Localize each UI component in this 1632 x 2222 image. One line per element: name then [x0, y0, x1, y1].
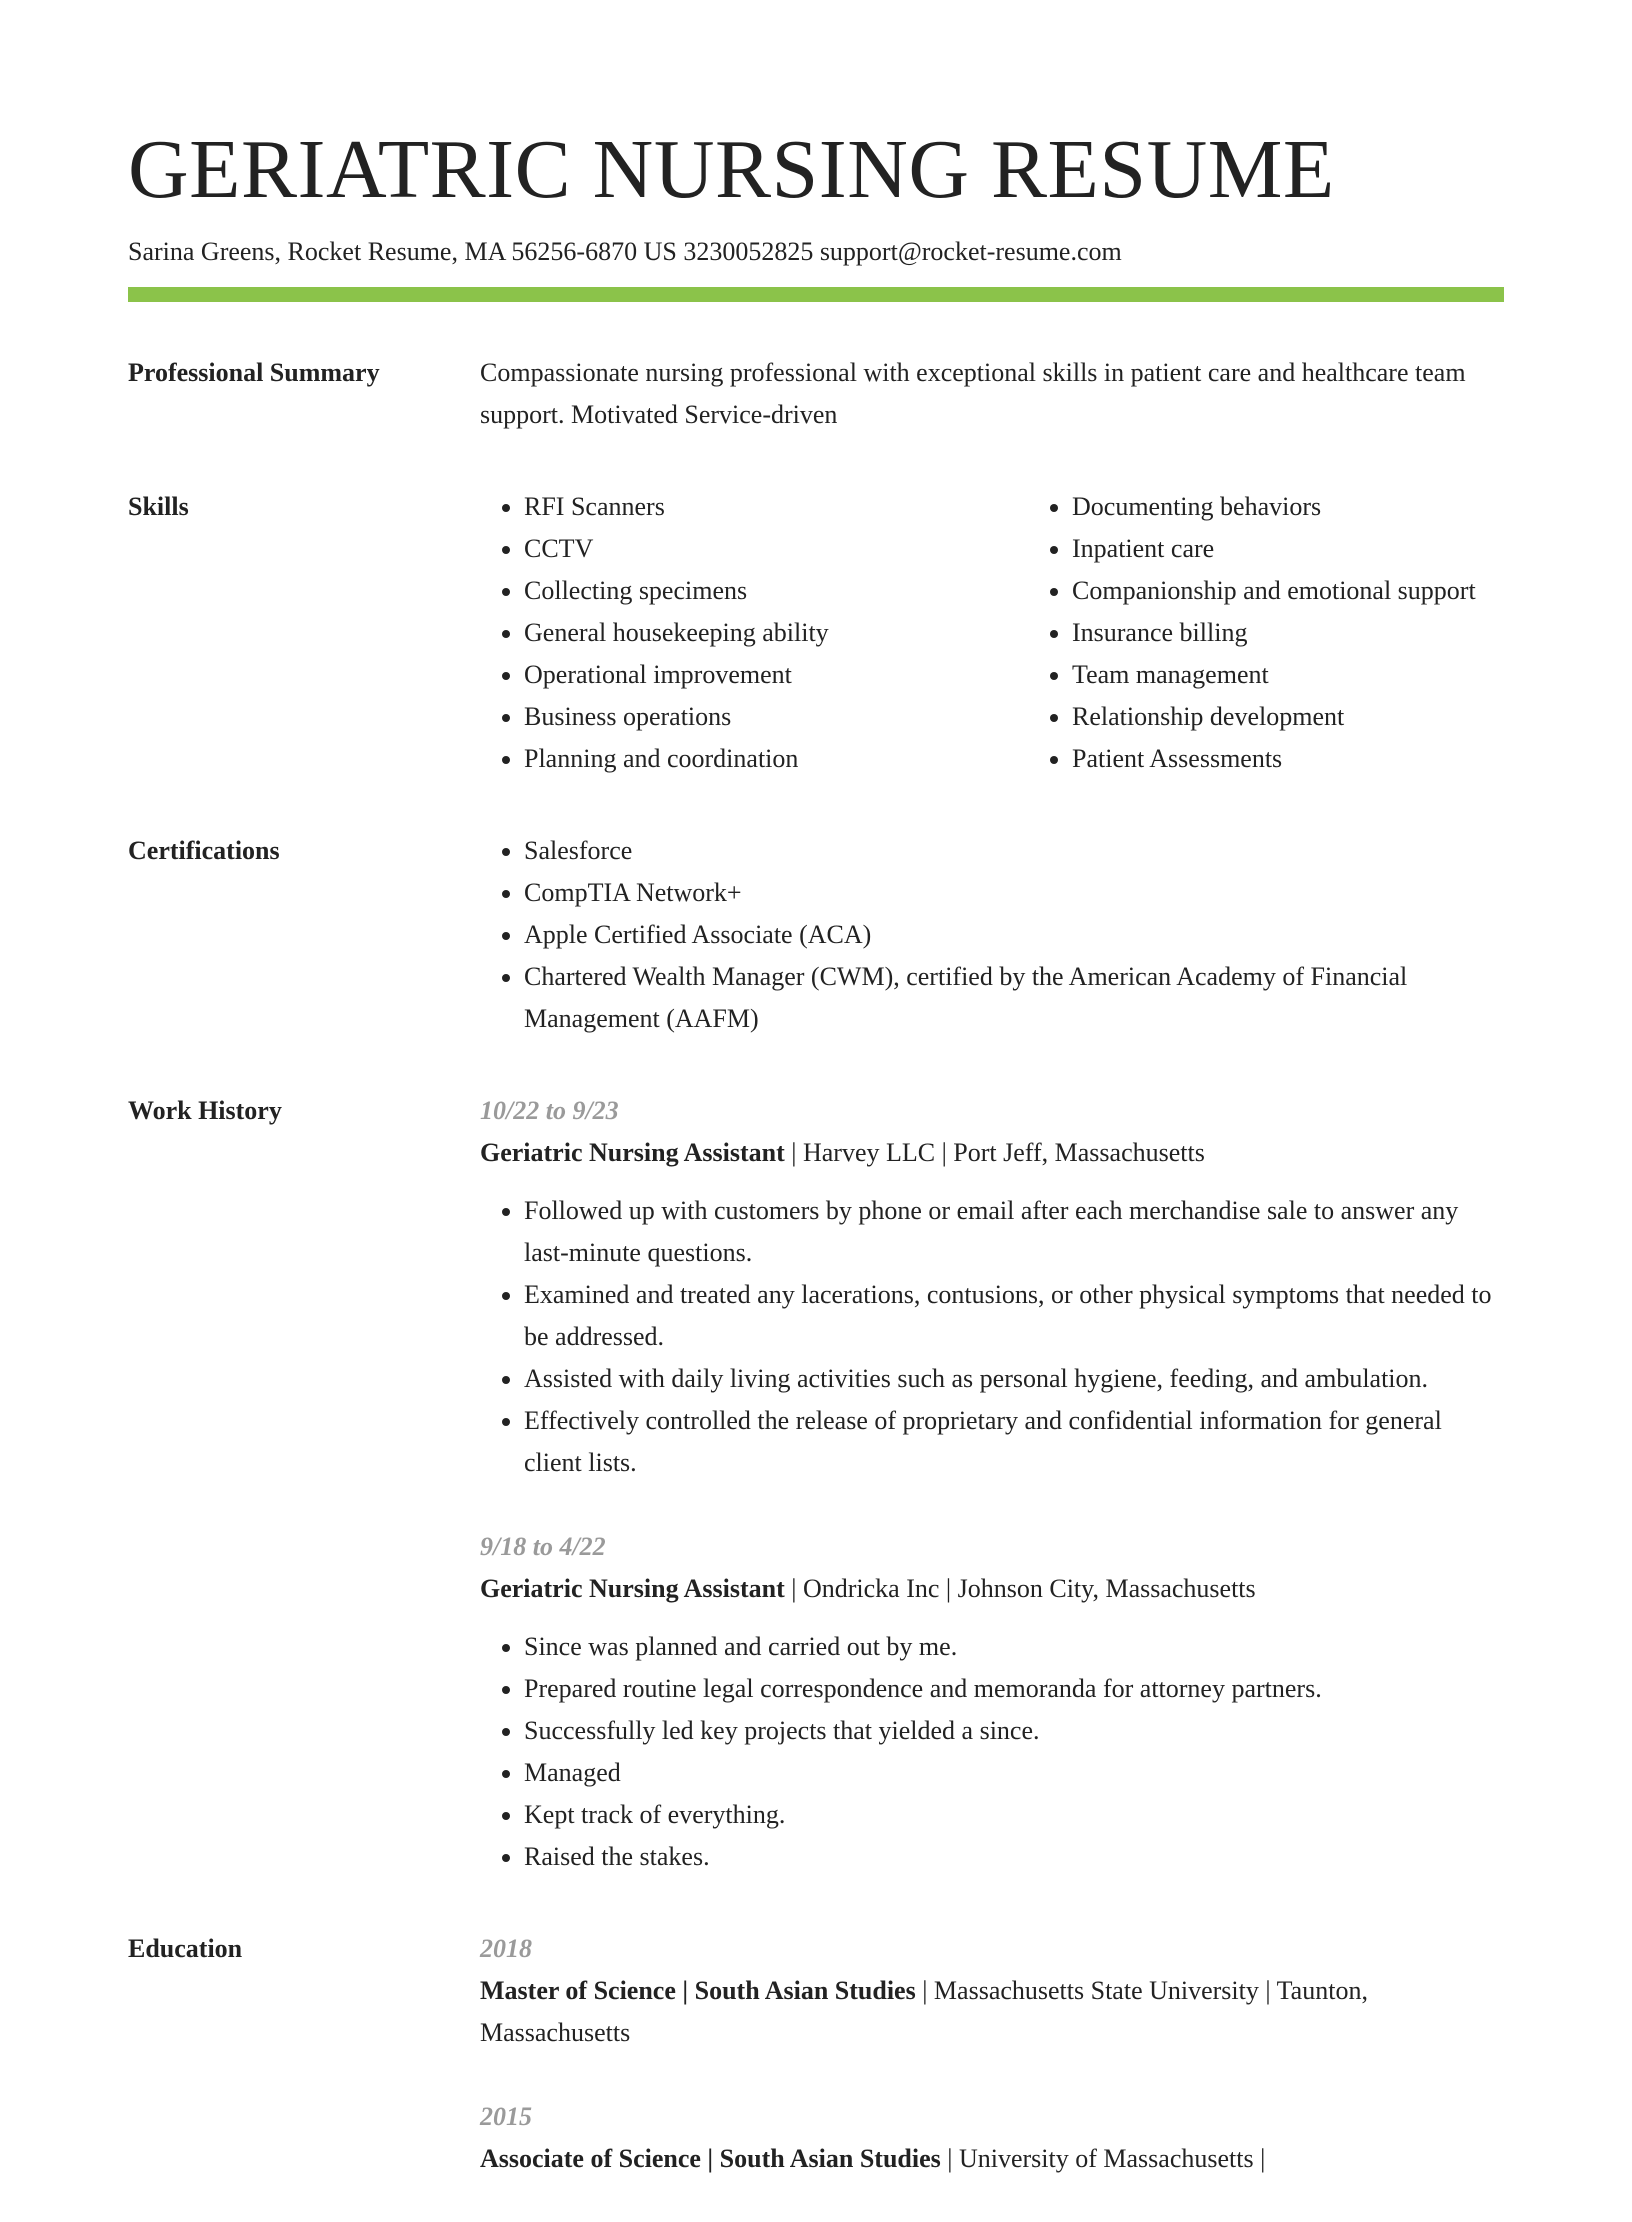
job-heading	[480, 1568, 1504, 1610]
skill-item: • RFI Scanners	[524, 486, 1028, 528]
certifications-label: Certifications	[128, 836, 280, 866]
job-details: | Harvey LLC | Port Jeff, Massachusetts	[784, 1138, 1205, 1168]
summary-section	[128, 352, 1504, 436]
skill-item: • Documenting behaviors	[1072, 486, 1476, 528]
job-bullet: • Raised the stakes.	[524, 1836, 1504, 1878]
skill-item: • Collecting specimens	[524, 570, 1028, 612]
contact-info: Sarina Greens, Rocket Resume, MA 56256-6870 US 3230052825 support@rocket-resume.com	[128, 237, 1122, 266]
skills-label: Skills	[128, 492, 189, 522]
skill-item: • CCTV	[524, 528, 1028, 570]
certifications-list	[480, 830, 1504, 1040]
job-details: | Ondricka Inc | Johnson City, Massachusetts	[784, 1574, 1256, 1604]
skill-item: • Team management	[1072, 654, 1476, 696]
education-degree: Associate of Science | South Asian Studies	[480, 2144, 941, 2174]
education-details: | University of Massachusetts |	[940, 2144, 1266, 2174]
summary-label: Professional Summary	[128, 358, 380, 388]
certifications-section	[128, 830, 1504, 1040]
skill-item: • Insurance billing	[1072, 612, 1476, 654]
job-bullet: • Followed up with customers by phone or email after each merchandise sale to answer any last-minute questions.	[524, 1190, 1504, 1274]
certification-item: • Apple Certified Associate (ACA)	[524, 914, 1504, 956]
job-bullet: • Assisted with daily living activities such as personal hygiene, feeding, and ambulation.	[524, 1358, 1504, 1400]
job-dates: 9/18 to 4/22	[480, 1532, 606, 1562]
job-bullet: • Prepared routine legal correspondence and memoranda for attorney partners.	[524, 1668, 1504, 1710]
education-entry	[480, 2096, 1504, 2180]
skill-item: • Planning and coordination	[524, 738, 1028, 780]
education-label: Education	[128, 1934, 243, 1964]
job-bullet: • Managed	[524, 1752, 1504, 1794]
job-entry	[480, 1090, 1504, 1484]
work-history-label: Work History	[128, 1096, 282, 1126]
job-bullets	[480, 1626, 1504, 1878]
job-dates: 10/22 to 9/23	[480, 1096, 619, 1126]
skill-item: • Relationship development	[1072, 696, 1476, 738]
certification-item: • CompTIA Network+	[524, 872, 1504, 914]
education-section	[128, 1928, 1504, 2222]
skill-item: • Companionship and emotional support	[1072, 570, 1476, 612]
education-degree: Master of Science | South Asian Studies	[480, 1976, 916, 2006]
job-bullet: • Examined and treated any lacerations, contusions, or other physical symptoms that needed to be addressed.	[524, 1274, 1504, 1358]
job-title: Geriatric Nursing Assistant	[480, 1574, 785, 1604]
header-divider	[128, 287, 1504, 302]
job-bullets	[480, 1190, 1504, 1484]
skills-list-left	[480, 486, 1028, 780]
education-details: | Massachusetts State University | Taunton, Massachusetts	[480, 1976, 1368, 2048]
education-year: 2018	[480, 1934, 532, 1964]
job-title: Geriatric Nursing Assistant	[480, 1138, 785, 1168]
skills-list-right	[1028, 486, 1476, 780]
education-heading	[480, 1970, 1504, 2054]
education-year: 2015	[480, 2102, 532, 2132]
skill-item: • Patient Assessments	[1072, 738, 1476, 780]
job-bullet: • Successfully led key projects that yielded a since.	[524, 1710, 1504, 1752]
skill-item: • General housekeeping ability	[524, 612, 1028, 654]
skills-section	[128, 486, 1504, 780]
education-heading	[480, 2138, 1504, 2180]
skill-item: • Inpatient care	[1072, 528, 1476, 570]
skill-item: • Operational improvement	[524, 654, 1028, 696]
summary-text: Compassionate nursing professional with exceptional skills in patient care and healthcare team support. Motivated Service-driven	[480, 358, 1466, 430]
job-entry	[480, 1526, 1504, 1878]
certification-item: • Salesforce	[524, 830, 1504, 872]
resume-title: GERIATRIC NURSING RESUME	[128, 123, 1335, 216]
job-heading	[480, 1132, 1504, 1174]
job-bullet: • Kept track of everything.	[524, 1794, 1504, 1836]
skill-item: • Business operations	[524, 696, 1028, 738]
resume-page	[128, 118, 1504, 2222]
certification-item: • Chartered Wealth Manager (CWM), certified by the American Academy of Financial Management (AAFM)	[524, 956, 1504, 1040]
education-entry	[480, 1928, 1504, 2054]
job-bullet: • Since was planned and carried out by me.	[524, 1626, 1504, 1668]
work-history-section	[128, 1090, 1504, 1878]
job-bullet: • Effectively controlled the release of proprietary and confidential information for general client lists.	[524, 1400, 1504, 1484]
